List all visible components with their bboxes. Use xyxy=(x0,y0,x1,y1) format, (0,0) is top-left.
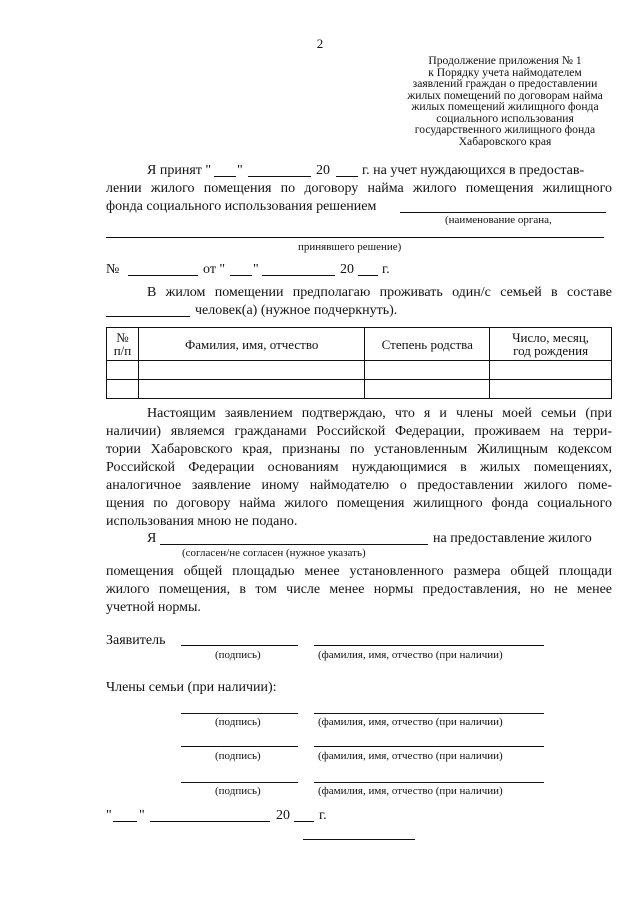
col-dob-header: Число, месяц, год рождения xyxy=(490,328,612,361)
table-cell[interactable] xyxy=(365,361,490,380)
header-line: заявлений граждан о предоставлении xyxy=(412,77,598,90)
header-line: жилых помещений жилищного фонда xyxy=(411,100,599,113)
col-name-header: Фамилия, имя, отчество xyxy=(138,328,364,361)
applicant-label: Заявитель xyxy=(106,633,166,648)
family-table xyxy=(106,327,612,399)
decision-quote: " xyxy=(253,262,259,277)
date-day-blank[interactable] xyxy=(113,821,137,822)
para4-line-4: учетной нормы. xyxy=(106,600,201,615)
col-relation-header: Степень родства xyxy=(365,328,490,361)
para3-line-3: тории Хабаровского края, признаны по установленным Жилищным кодексом xyxy=(106,442,612,457)
name-hint: (фамилия, имя, отчество (при наличии) xyxy=(318,785,503,797)
organ-hint-2: принявшего решение) xyxy=(298,241,402,253)
consent-hint: (согласен/не согласен (нужное указать) xyxy=(182,547,366,559)
table-row xyxy=(107,380,612,399)
para3-line-1: Настоящим заявлением подтверждаю, что я и члены моей семьи (при xyxy=(147,406,612,421)
consent-blank xyxy=(160,544,428,545)
member-signature-line[interactable] xyxy=(181,782,298,783)
para1-text-d: г. на учет нуждающихся в предостав- xyxy=(362,163,585,178)
table-cell[interactable] xyxy=(107,380,139,399)
header-line: к Порядку учета наймодателем xyxy=(428,65,582,79)
table-cell[interactable] xyxy=(490,380,612,399)
table-row xyxy=(107,361,612,380)
signature-hint: (подпись) xyxy=(215,716,261,728)
para3-line-6: щения по договору найма жилого помещения жилищного фонда социального xyxy=(106,496,612,511)
member-name-line[interactable] xyxy=(314,713,544,714)
decision-number-label: № xyxy=(106,262,120,277)
applicant-name-line[interactable] xyxy=(314,645,544,646)
persons-count-blank xyxy=(106,316,190,317)
header-line: государственного жилищного фонда xyxy=(414,123,596,136)
member-name-line[interactable] xyxy=(314,746,544,747)
end-divider xyxy=(303,839,415,840)
para1-text-c: 20 xyxy=(316,163,330,178)
consent-ya: Я xyxy=(147,531,157,546)
family-members-label: Члены семьи (при наличии): xyxy=(106,680,277,695)
name-hint: (фамилия, имя, отчество (при наличии) xyxy=(318,750,503,762)
para2-line-1: В жилом помещении предполагаю проживать один/с семьей в составе xyxy=(147,285,612,300)
organ-blank-2 xyxy=(106,237,604,238)
month-blank xyxy=(248,176,311,177)
decision-g: г. xyxy=(382,262,390,277)
date-quote-close: " xyxy=(139,808,145,823)
decision-month-blank xyxy=(262,275,335,276)
date-quote-open: " xyxy=(106,808,112,823)
para2-line-2: человек(а) (нужное подчеркнуть). xyxy=(195,303,398,318)
table-cell[interactable] xyxy=(138,361,364,380)
decision-day-blank xyxy=(230,275,252,276)
decision-year-blank xyxy=(358,275,378,276)
para1-line-2: лении жилого помещения по договору найма жилого помещения жилищного xyxy=(106,181,612,196)
header-line: Продолжение приложения № 1 xyxy=(428,54,582,67)
member-signature-line[interactable] xyxy=(181,713,298,714)
member-name-line[interactable] xyxy=(314,782,544,783)
page-number: 2 xyxy=(316,36,324,51)
para4-line-3: жилого помещения, в том числе менее нормы предоставления, но не менее xyxy=(106,582,612,597)
day-blank xyxy=(214,176,236,177)
decision-number-blank xyxy=(128,275,198,276)
header-line: жилых помещений по договорам найма xyxy=(407,88,603,102)
signature-hint: (подпись) xyxy=(215,649,261,661)
table-header-row xyxy=(107,328,612,361)
date-year: 20 xyxy=(276,808,290,823)
para4-line-2: помещения общей площадью менее установленного размера общей площади xyxy=(106,564,612,579)
para3-line-5: аналогичное заявление иному наймодателю о предоставлении жилого поме- xyxy=(106,478,612,493)
signature-hint: (подпись) xyxy=(215,785,261,797)
table-cell[interactable] xyxy=(365,380,490,399)
para3-line-4: Российской Федерации основаниям нуждающимися в жилых помещениях, xyxy=(106,460,612,475)
name-hint: (фамилия, имя, отчество (при наличии) xyxy=(318,649,503,661)
date-month-blank[interactable] xyxy=(150,821,270,822)
organ-blank xyxy=(400,212,606,213)
table-cell[interactable] xyxy=(138,380,364,399)
para1-text-a: Я принят " xyxy=(147,163,212,178)
signature-hint: (подпись) xyxy=(215,750,261,762)
consent-text: на предоставление жилого xyxy=(433,531,592,546)
year-blank xyxy=(336,176,358,177)
col-number-header: № п/п xyxy=(107,328,139,361)
header-line: Хабаровского края xyxy=(458,134,552,148)
decision-year: 20 xyxy=(340,262,354,277)
member-signature-line[interactable] xyxy=(181,746,298,747)
table-cell[interactable] xyxy=(490,361,612,380)
decision-from: от " xyxy=(203,262,226,277)
para3-line-7: использования мною не подано. xyxy=(106,514,298,529)
para3-line-2: наличии) являемся гражданами Российской Федерации, проживаем на терри- xyxy=(106,424,612,439)
header-line: социального использования xyxy=(436,111,574,125)
date-g: г. xyxy=(319,808,327,823)
date-year-blank[interactable] xyxy=(294,821,314,822)
organ-hint: (наименование органа, xyxy=(445,214,552,226)
para1-text-b: " xyxy=(237,163,243,178)
name-hint: (фамилия, имя, отчество (при наличии) xyxy=(318,716,503,728)
document-header xyxy=(380,55,630,147)
para1-line-3: фонда социального использования решением xyxy=(106,199,377,214)
applicant-signature-line[interactable] xyxy=(181,645,298,646)
table-cell[interactable] xyxy=(107,361,139,380)
